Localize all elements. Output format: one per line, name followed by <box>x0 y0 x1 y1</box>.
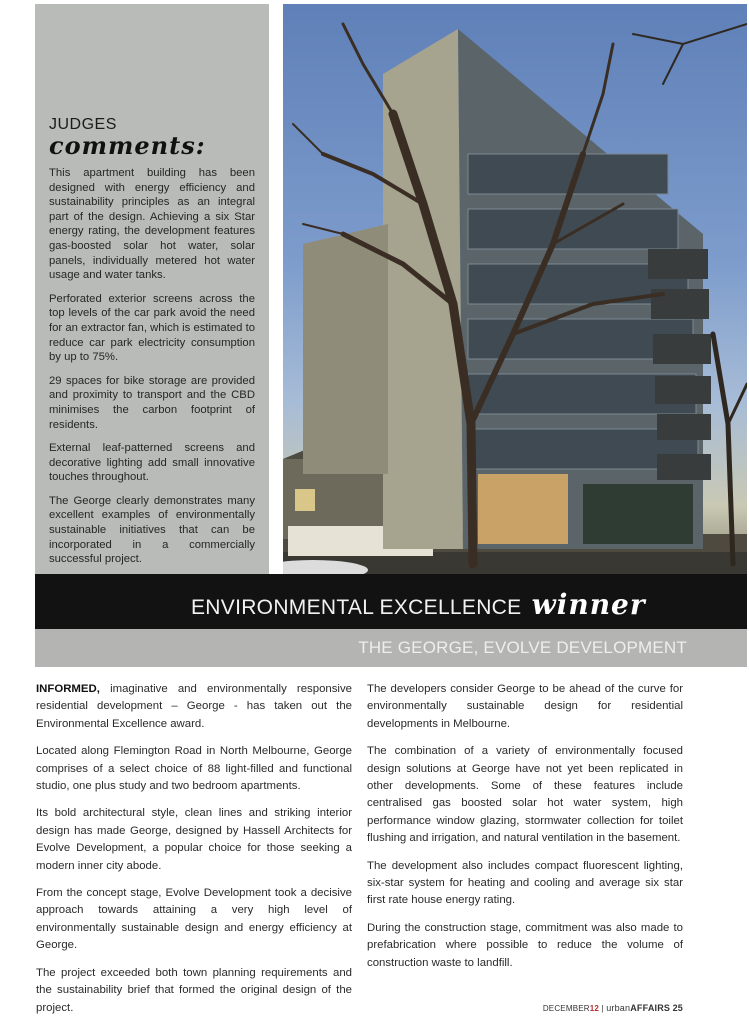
award-banner <box>35 574 747 629</box>
article-paragraph: The project exceeded both town planning requirements and the sustainability brief that formed the original design of the project. <box>36 966 352 1014</box>
judges-paragraph: This apartment building has been designed with energy efficiency and sustainability principles as an integral part of the design. Achieving a six Star energy rating, the development features gas-boosted solar hot water, solar panels, individually metered hot water usage and water tanks. <box>49 167 255 282</box>
issue-year: 12 <box>589 1004 600 1013</box>
article-paragraph: From the concept stage, Evolve Development took a decisive approach towards attaining a very high level of environmentally sustainable design and energy efficiency at George. <box>36 887 352 952</box>
article-paragraph: Located along Flemington Road in North Melbourne, George comprises of a select choice of 88 light-filled and functional studio, one plus study and two bedroom apartments. <box>36 745 352 793</box>
article-column-right <box>367 681 683 982</box>
building-illustration <box>283 4 747 574</box>
judges-paragraph: The George clearly demonstrates many excellent examples of environmentally sustainable initiatives that can be incorporated in a commercially successful project. <box>49 494 255 566</box>
judges-paragraph: 29 spaces for bike storage are provided and proximity to transport and the CBD minimises the carbon footprint of residents. <box>49 374 255 431</box>
magazine-name-part1: urban <box>606 1003 631 1013</box>
article-paragraph: The development also includes compact fluorescent lighting, six-star system for heating and cooling and average six star first rate house energy rating. <box>367 859 683 907</box>
judges-title: JUDGES <box>49 116 117 133</box>
award-winner-label: winner <box>531 588 646 621</box>
judges-paragraph: Perforated exterior screens across the top levels of the car park avoid the need for an extractor fan, which is estimated to reduce car park electricity consumption by up to 75%. <box>49 292 255 364</box>
article-column-left <box>36 681 352 1027</box>
footer-separator: | <box>599 1004 607 1013</box>
page-number: 25 <box>672 1003 683 1013</box>
project-name: THE GEORGE, EVOLVE DEVELOPMENT <box>358 638 687 657</box>
project-strip <box>35 629 747 667</box>
award-title <box>191 588 646 621</box>
article-paragraph <box>36 681 352 733</box>
article-paragraph: The combination of a variety of environmentally focused design solutions at George have not yet been replicated in other developments. Some of these features include centralised gas boosted solar hot water system, high performance window glazing, stormwater collection for toilet flushing and irrigation, and natural ventilation in the basement. <box>367 745 683 845</box>
page-footer <box>543 1003 683 1013</box>
article-paragraph: During the construction stage, commitment was also made to prefabrication where possible to reduce the volume of construction waste to landfill. <box>367 921 683 969</box>
issue-month: DECEMBER <box>542 1004 590 1013</box>
magazine-name-part2: AFFAIRS <box>630 1003 671 1013</box>
award-category: ENVIRONMENTAL EXCELLENCE <box>191 596 522 619</box>
judges-subtitle: comments: <box>49 131 206 160</box>
judges-paragraph: External leaf-patterned screens and decorative lighting add small innovative touches throughout. <box>49 442 255 484</box>
article-paragraph: The developers consider George to be ahead of the curve for environmentally sustainable design for residential developments in Melbourne. <box>367 683 683 730</box>
lead-word: INFORMED, <box>36 683 100 695</box>
article-paragraph: Its bold architectural style, clean lines and striking interior design has made George, designed by Hassell Architects for Evolve Development, a popular choice for those seeking a modern inner city abode. <box>36 807 352 872</box>
judges-comments-panel <box>35 4 269 574</box>
lead-text: imaginative and environmentally responsive residential development – George - has taken out the Environmental Excellence award. <box>36 683 352 730</box>
building-photo <box>283 4 747 574</box>
